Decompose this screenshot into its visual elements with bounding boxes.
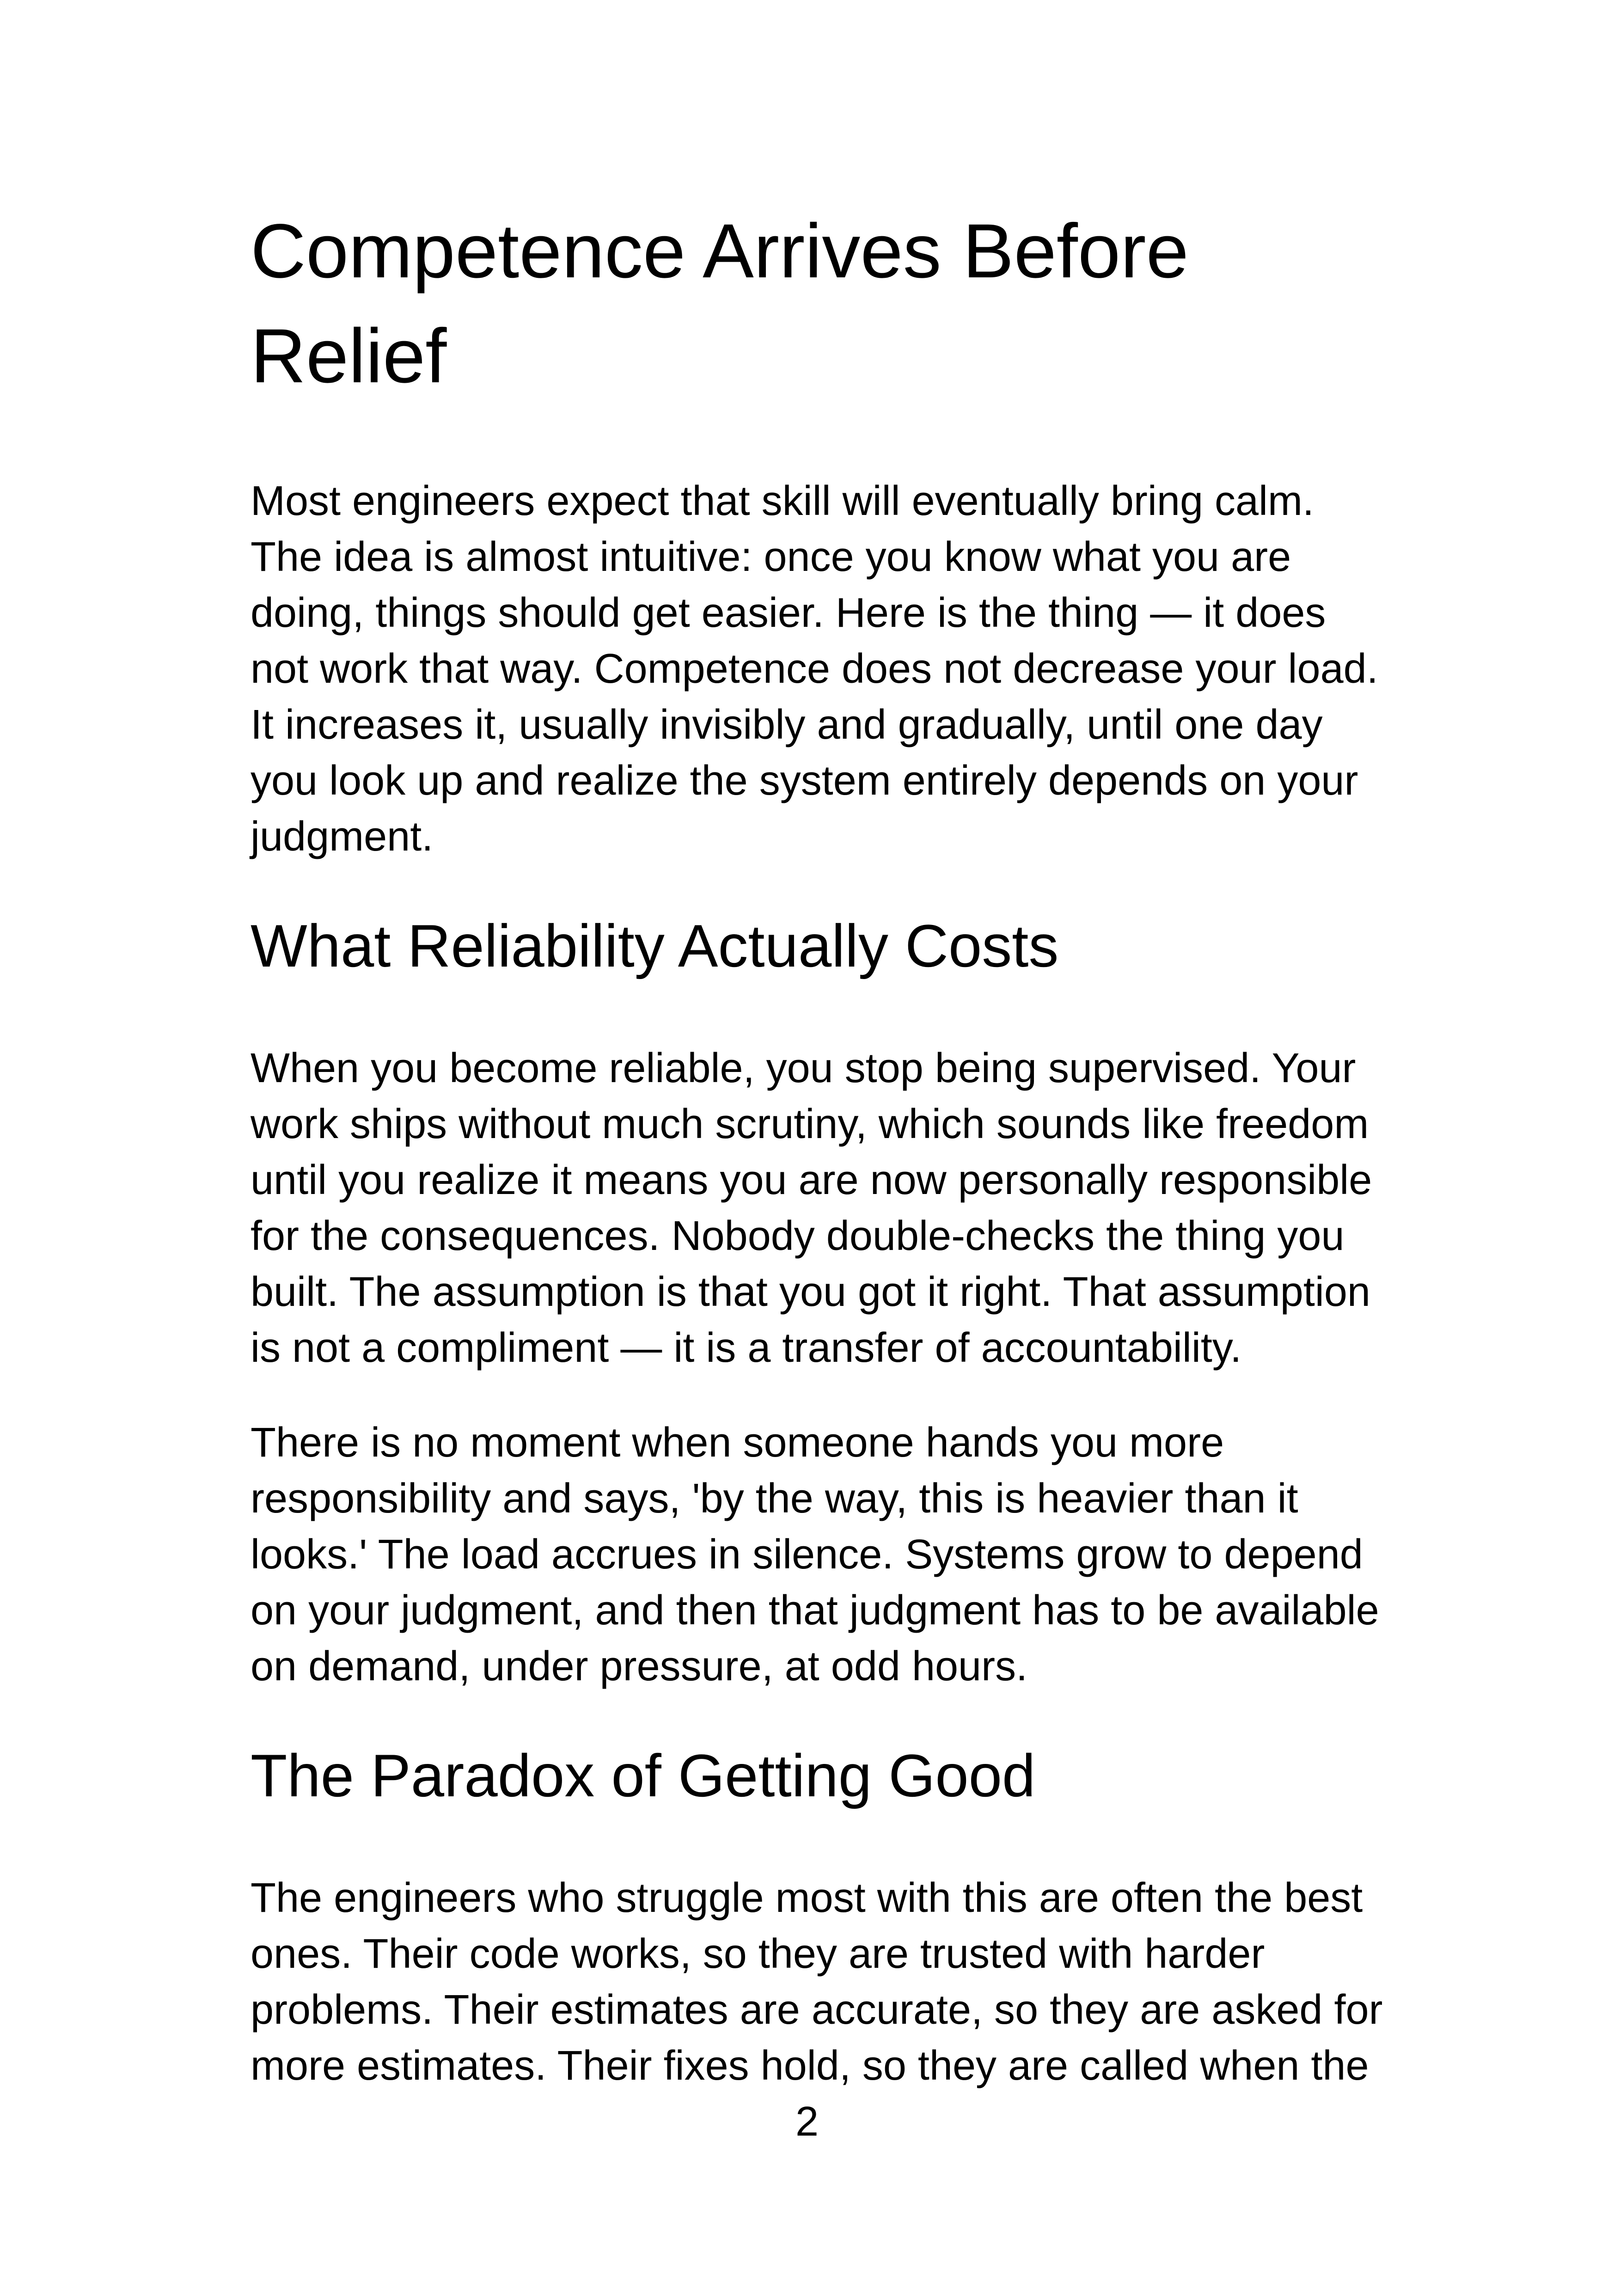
page-content xyxy=(251,199,1434,2133)
paragraph-paradox-1 xyxy=(251,1870,1434,2094)
text-line: is not a compliment — it is a transfer of accountability. xyxy=(251,1325,1242,1371)
paragraph-intro xyxy=(251,473,1434,865)
text-line: not work that way. Competence does not decrease your load. xyxy=(251,646,1378,692)
text-line: you look up and realize the system entirely depends on your xyxy=(251,758,1358,804)
text-line: problems. Their estimates are accurate, so they are asked for xyxy=(251,1987,1383,2033)
section-heading-reliability: What Reliability Actually Costs xyxy=(251,912,1059,980)
page-title: Competence Arrives Before Relief xyxy=(251,208,1189,399)
section-heading-paradox: The Paradox of Getting Good xyxy=(251,1742,1036,1809)
text-line: on your judgment, and then that judgment has to be available xyxy=(251,1587,1379,1634)
text-line: doing, things should get easier. Here is the thing — it does xyxy=(251,590,1326,636)
text-line: more estimates. Their fixes hold, so they are called when the xyxy=(251,2043,1369,2089)
text-line: built. The assumption is that you got it right. That assumption xyxy=(251,1269,1370,1315)
text-line: It increases it, usually invisibly and gradually, until one day xyxy=(251,702,1323,748)
text-line: ones. Their code works, so they are trusted with harder xyxy=(251,1931,1265,1977)
text-line: When you become reliable, you stop being supervised. Your xyxy=(251,1045,1356,1091)
text-line: Most engineers expect that skill will eventually bring calm. xyxy=(251,478,1314,524)
text-line: for the consequences. Nobody double-checks the thing you xyxy=(251,1213,1345,1259)
text-line: There is no moment when someone hands you more xyxy=(251,1420,1224,1466)
text-line: judgment. xyxy=(251,814,434,860)
paragraph-reliability-1 xyxy=(251,1041,1434,1376)
text-line: on demand, under pressure, at odd hours. xyxy=(251,1643,1028,1690)
paragraph-reliability-2 xyxy=(251,1415,1434,1695)
text-line: responsibility and says, 'by the way, this is heavier than it xyxy=(251,1476,1298,1522)
text-line: until you realize it means you are now personally responsible xyxy=(251,1157,1372,1203)
text-line: The engineers who struggle most with this are often the best xyxy=(251,1875,1363,1921)
text-line: The idea is almost intuitive: once you know what you are xyxy=(251,534,1291,580)
text-line: looks.' The load accrues in silence. Systems grow to depend xyxy=(251,1531,1363,1578)
page-number: 2 xyxy=(795,2099,819,2145)
text-line: work ships without much scrutiny, which sounds like freedom xyxy=(251,1101,1369,1147)
